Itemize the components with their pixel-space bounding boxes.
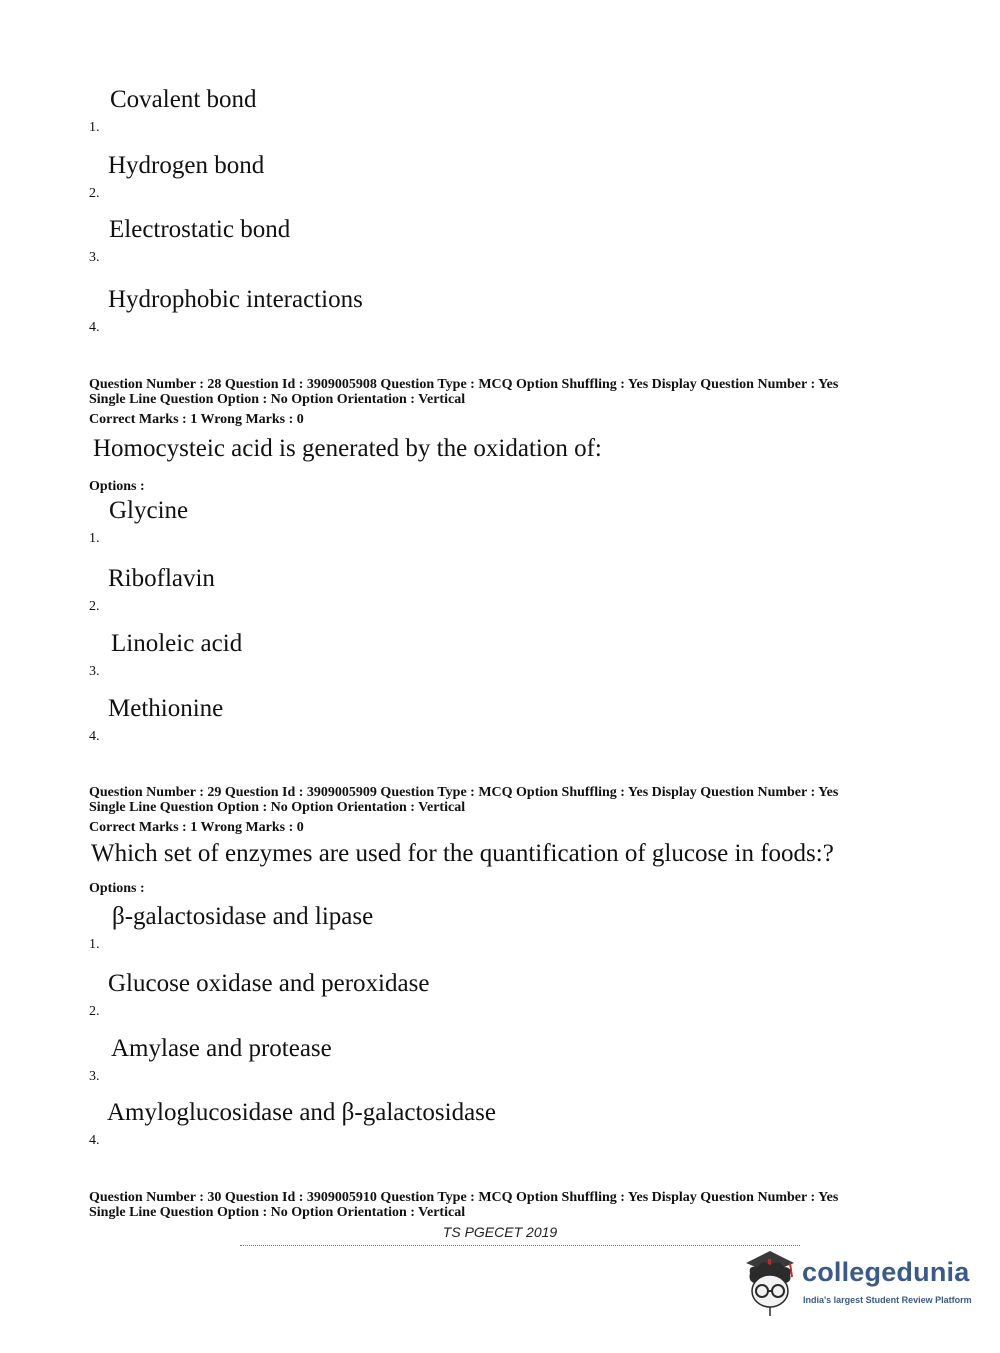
- q29-option-3: [89, 1035, 789, 1085]
- q29-marks: Correct Marks : 1 Wrong Marks : 0: [89, 820, 304, 835]
- option-text: Glucose oxidase and peroxidase: [108, 970, 430, 997]
- option-text: Covalent bond: [110, 86, 257, 113]
- option-number: 3.: [89, 664, 100, 679]
- mascot-icon: [740, 1247, 802, 1317]
- q28-option-4: [89, 695, 789, 745]
- option-number: 2.: [89, 599, 100, 614]
- q29-option-1: [89, 903, 789, 953]
- q28-meta-line-2: Single Line Question Option : No Option Orientation : Vertical: [89, 392, 466, 407]
- option-text: Linoleic acid: [111, 630, 243, 657]
- q29-option-2: [89, 970, 789, 1020]
- option-text: Methionine: [108, 695, 224, 722]
- q29-meta-line-2: Single Line Question Option : No Option Orientation : Vertical: [89, 800, 466, 815]
- q28-option-1: [89, 497, 789, 547]
- q27-option-3: [89, 216, 789, 266]
- q28-option-3: [89, 630, 789, 680]
- q29-meta-line-1: Question Number : 29 Question Id : 3909005909 Question Type : MCQ Option Shuffling : Yes Display Question Number : Yes: [89, 785, 839, 800]
- q28-marks: Correct Marks : 1 Wrong Marks : 0: [89, 412, 304, 427]
- exam-name-footer: TS PGECET 2019: [442, 1224, 558, 1240]
- option-text: Riboflavin: [108, 565, 215, 592]
- option-text: Amyloglucosidase and β-galactosidase: [107, 1099, 497, 1126]
- q27-option-2: [89, 152, 789, 202]
- logo-wordmark: collegedunia: [802, 1257, 970, 1287]
- q30-meta-line-1: Question Number : 30 Question Id : 3909005910 Question Type : MCQ Option Shuffling : Yes Display Question Number : Yes: [89, 1190, 839, 1205]
- q28-question-text: Homocysteic acid is generated by the oxidation of:: [93, 435, 602, 462]
- option-text: Hydrogen bond: [108, 152, 265, 179]
- option-number: 1.: [89, 531, 100, 546]
- q29-options-label: Options :: [89, 881, 145, 896]
- option-text: Electrostatic bond: [109, 216, 291, 243]
- option-text: Amylase and protease: [111, 1035, 332, 1062]
- q28-meta-line-1: Question Number : 28 Question Id : 3909005908 Question Type : MCQ Option Shuffling : Yes Display Question Number : Yes: [89, 377, 839, 392]
- option-number: 1.: [89, 120, 100, 135]
- option-number: 2.: [89, 186, 100, 201]
- q28-options-label: Options :: [89, 479, 145, 494]
- option-number: 2.: [89, 1004, 100, 1019]
- option-number: 3.: [89, 1069, 100, 1084]
- q27-option-1: [89, 86, 789, 136]
- q29-question-text: Which set of enzymes are used for the quantification of glucose in foods:?: [91, 840, 834, 867]
- option-text: β-galactosidase and lipase: [112, 903, 374, 930]
- option-text: Glycine: [109, 497, 189, 524]
- q30-meta-line-2: Single Line Question Option : No Option Orientation : Vertical: [89, 1205, 466, 1220]
- option-number: 4.: [89, 320, 100, 335]
- option-number: 1.: [89, 937, 100, 952]
- option-number: 4.: [89, 729, 100, 744]
- option-number: 3.: [89, 250, 100, 265]
- collegedunia-logo: [740, 1247, 980, 1317]
- footer-dotted-divider: [240, 1245, 800, 1247]
- logo-tagline: India's largest Student Review Platform: [803, 1295, 972, 1305]
- option-text: Hydrophobic interactions: [108, 286, 363, 313]
- q29-option-4: [89, 1099, 789, 1149]
- q28-option-2: [89, 565, 789, 615]
- option-number: 4.: [89, 1133, 100, 1148]
- q27-option-4: [89, 286, 789, 336]
